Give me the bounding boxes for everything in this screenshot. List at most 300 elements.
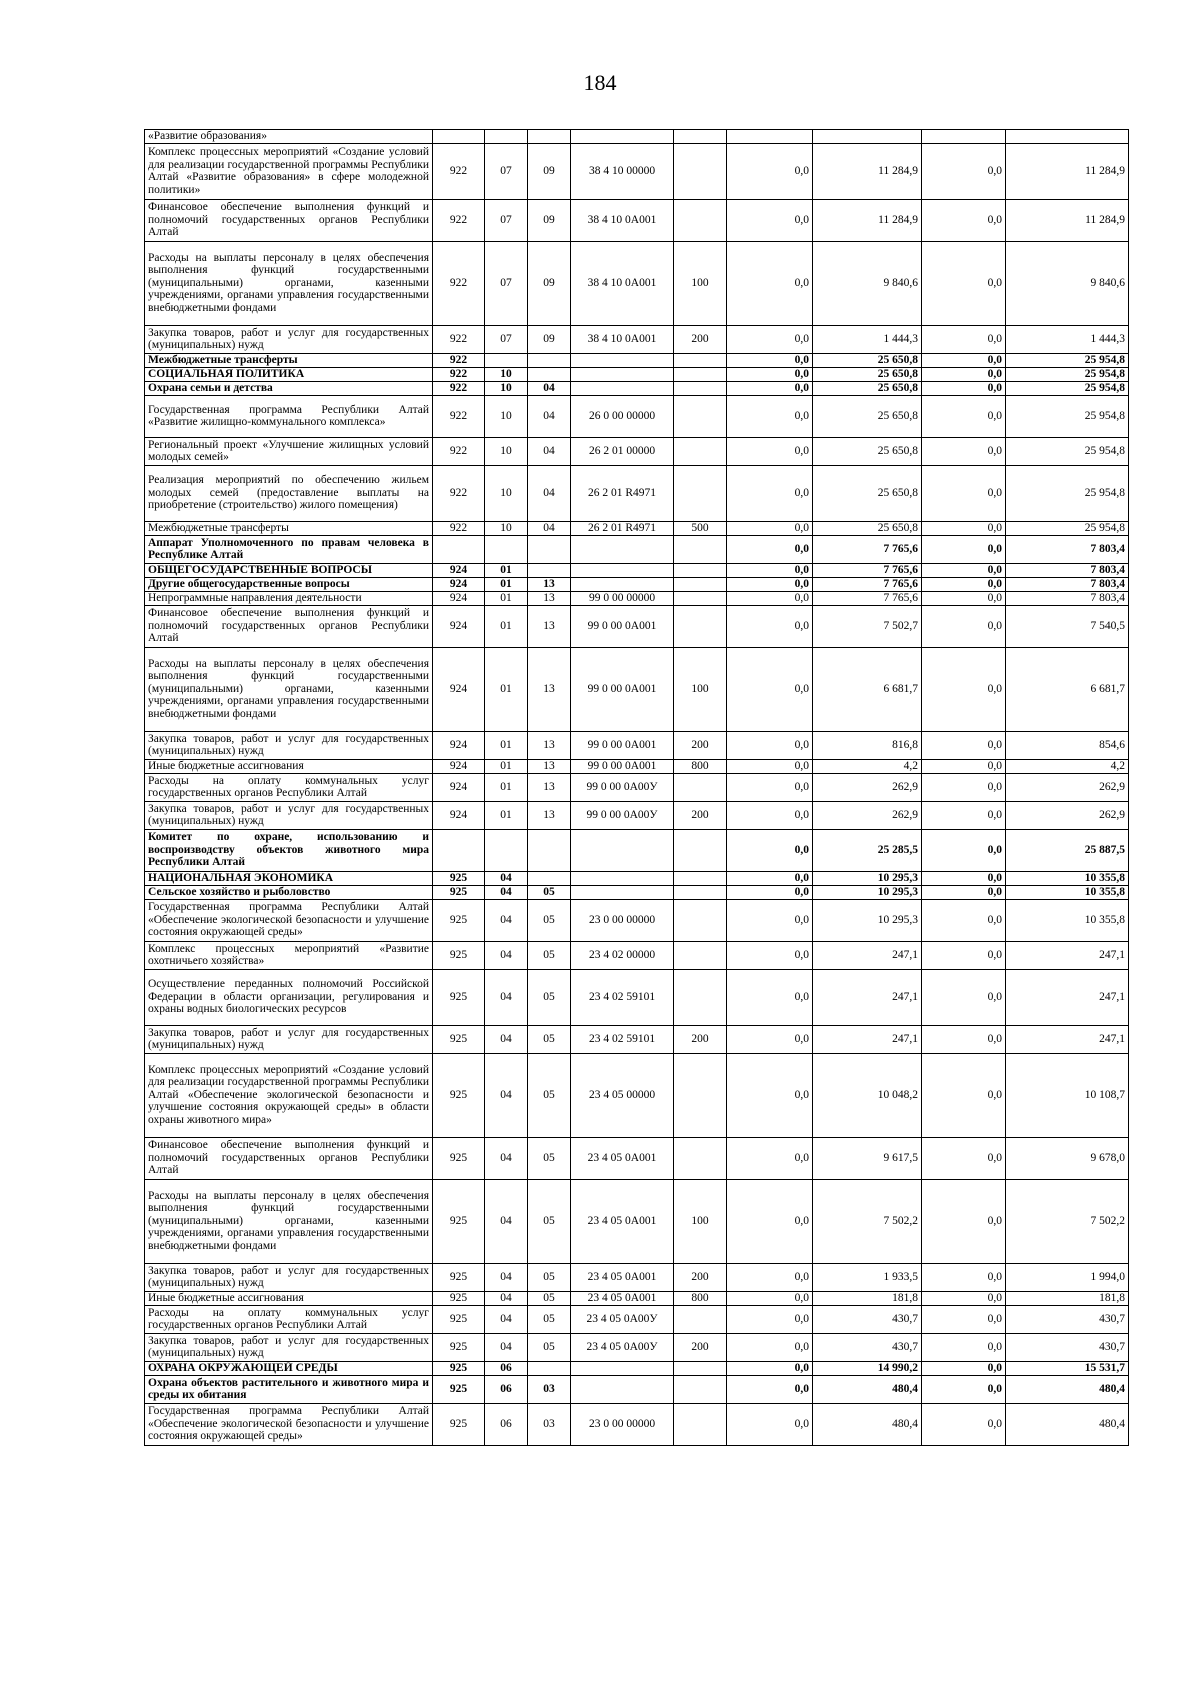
expense-type-cell (674, 591, 727, 605)
department-code-cell: 925 (433, 1179, 485, 1263)
expense-type-cell: 200 (674, 1333, 727, 1361)
target-article-cell: 38 4 10 00000 (571, 143, 674, 199)
expense-name-cell: Расходы на выплаты персоналу в целях обеспечения выполнения функций государственными (муниципальными) органами, казенными учреждениями, органами управления государственными внебюджетными фондами (145, 241, 433, 325)
amount-cell: 0,0 (922, 577, 1006, 591)
amount-cell: 7 502,2 (813, 1179, 922, 1263)
table-row (145, 563, 1129, 577)
amount-cell: 0,0 (727, 899, 813, 941)
section-cell: 04 (485, 1025, 528, 1053)
table-row (145, 1305, 1129, 1333)
amount-cell: 0,0 (727, 1263, 813, 1291)
department-code-cell: 925 (433, 885, 485, 899)
target-article-cell: 26 2 01 R4971 (571, 521, 674, 535)
amount-cell: 7 803,4 (1006, 563, 1129, 577)
expense-name-cell: Иные бюджетные ассигнования (145, 759, 433, 773)
amount-cell: 0,0 (922, 325, 1006, 353)
amount-cell: 0,0 (727, 1291, 813, 1305)
department-code-cell: 924 (433, 759, 485, 773)
amount-cell: 0,0 (922, 899, 1006, 941)
subsection-cell: 05 (528, 1305, 571, 1333)
amount-cell: 262,9 (813, 801, 922, 829)
department-code-cell: 925 (433, 1053, 485, 1137)
expense-name-cell: Непрограммные направления деятельности (145, 591, 433, 605)
subsection-cell: 04 (528, 395, 571, 437)
amount-cell: 0,0 (727, 577, 813, 591)
table-row (145, 1179, 1129, 1263)
section-cell: 06 (485, 1375, 528, 1403)
subsection-cell: 05 (528, 1025, 571, 1053)
expense-type-cell (674, 1137, 727, 1179)
department-code-cell: 922 (433, 143, 485, 199)
department-code-cell: 924 (433, 773, 485, 801)
amount-cell: 7 803,4 (1006, 535, 1129, 563)
amount-cell: 247,1 (1006, 1025, 1129, 1053)
amount-cell: 0,0 (727, 143, 813, 199)
section-cell: 01 (485, 801, 528, 829)
amount-cell: 1 994,0 (1006, 1263, 1129, 1291)
subsection-cell: 05 (528, 1333, 571, 1361)
expense-name-cell: СОЦИАЛЬНАЯ ПОЛИТИКА (145, 367, 433, 381)
subsection-cell (528, 871, 571, 885)
table-row (145, 773, 1129, 801)
amount-cell: 0,0 (727, 829, 813, 871)
expense-name-cell: Комитет по охране, использованию и воспроизводству объектов животного мира Республики Алтай (145, 829, 433, 871)
amount-cell: 0,0 (727, 1179, 813, 1263)
amount-cell: 0,0 (922, 241, 1006, 325)
amount-cell: 0,0 (922, 731, 1006, 759)
amount-cell: 0,0 (727, 871, 813, 885)
subsection-cell: 09 (528, 199, 571, 241)
table-row (145, 899, 1129, 941)
amount-cell: 0,0 (922, 1179, 1006, 1263)
target-article-cell (571, 353, 674, 367)
amount-cell: 25 954,8 (1006, 521, 1129, 535)
amount-cell: 25 650,8 (813, 395, 922, 437)
subsection-cell: 04 (528, 437, 571, 465)
amount-cell: 0,0 (727, 241, 813, 325)
amount-cell: 0,0 (727, 731, 813, 759)
expense-type-cell (674, 1053, 727, 1137)
target-article-cell (571, 563, 674, 577)
amount-cell: 9 840,6 (813, 241, 922, 325)
table-row (145, 1403, 1129, 1445)
amount-cell: 10 048,2 (813, 1053, 922, 1137)
department-code-cell (433, 130, 485, 144)
target-article-cell (571, 829, 674, 871)
department-code-cell: 925 (433, 1263, 485, 1291)
amount-cell: 4,2 (813, 759, 922, 773)
amount-cell: 0,0 (922, 437, 1006, 465)
amount-cell: 7 502,7 (813, 605, 922, 647)
section-cell: 01 (485, 605, 528, 647)
table-row (145, 801, 1129, 829)
amount-cell: 7 540,5 (1006, 605, 1129, 647)
amount-cell: 6 681,7 (813, 647, 922, 731)
expense-name-cell: НАЦИОНАЛЬНАЯ ЭКОНОМИКА (145, 871, 433, 885)
table-row (145, 367, 1129, 381)
target-article-cell: 23 4 05 0А00У (571, 1333, 674, 1361)
subsection-cell: 04 (528, 465, 571, 521)
expense-type-cell: 200 (674, 731, 727, 759)
amount-cell: 0,0 (922, 1333, 1006, 1361)
target-article-cell: 38 4 10 0А001 (571, 325, 674, 353)
subsection-cell (528, 353, 571, 367)
section-cell: 07 (485, 143, 528, 199)
amount-cell: 480,4 (1006, 1403, 1129, 1445)
amount-cell: 0,0 (727, 199, 813, 241)
subsection-cell: 05 (528, 941, 571, 969)
amount-cell: 25 887,5 (1006, 829, 1129, 871)
subsection-cell: 13 (528, 773, 571, 801)
amount-cell: 247,1 (813, 941, 922, 969)
amount-cell: 4,2 (1006, 759, 1129, 773)
table-row (145, 577, 1129, 591)
amount-cell: 0,0 (727, 353, 813, 367)
section-cell: 04 (485, 969, 528, 1025)
amount-cell: 10 295,3 (813, 885, 922, 899)
department-code-cell: 922 (433, 395, 485, 437)
department-code-cell: 925 (433, 1305, 485, 1333)
section-cell: 07 (485, 199, 528, 241)
table-row (145, 199, 1129, 241)
target-article-cell: 99 0 00 00000 (571, 591, 674, 605)
department-code-cell: 925 (433, 941, 485, 969)
amount-cell: 0,0 (922, 199, 1006, 241)
section-cell: 06 (485, 1361, 528, 1375)
expense-type-cell (674, 381, 727, 395)
expense-name-cell: Охрана объектов растительного и животного мира и среды их обитания (145, 1375, 433, 1403)
amount-cell: 0,0 (922, 1137, 1006, 1179)
amount-cell: 0,0 (922, 143, 1006, 199)
amount-cell: 25 650,8 (813, 367, 922, 381)
section-cell: 10 (485, 437, 528, 465)
subsection-cell: 09 (528, 143, 571, 199)
target-article-cell: 23 4 05 0А001 (571, 1263, 674, 1291)
table-row (145, 395, 1129, 437)
amount-cell: 0,0 (922, 1053, 1006, 1137)
section-cell: 04 (485, 1305, 528, 1333)
table-row (145, 381, 1129, 395)
amount-cell: 25 650,8 (813, 465, 922, 521)
section-cell: 04 (485, 1137, 528, 1179)
amount-cell: 430,7 (1006, 1333, 1129, 1361)
budget-table-body (145, 130, 1129, 1446)
amount-cell: 10 355,8 (1006, 871, 1129, 885)
budget-table (144, 129, 1129, 1446)
expense-name-cell: Другие общегосударственные вопросы (145, 577, 433, 591)
amount-cell: 1 444,3 (813, 325, 922, 353)
amount-cell: 10 355,8 (1006, 885, 1129, 899)
expense-name-cell: Межбюджетные трансферты (145, 353, 433, 367)
amount-cell: 0,0 (922, 535, 1006, 563)
expense-type-cell (674, 353, 727, 367)
section-cell (485, 535, 528, 563)
table-row (145, 941, 1129, 969)
amount-cell: 0,0 (922, 1403, 1006, 1445)
subsection-cell: 13 (528, 591, 571, 605)
target-article-cell: 99 0 00 0А00У (571, 773, 674, 801)
department-code-cell: 924 (433, 563, 485, 577)
section-cell: 01 (485, 731, 528, 759)
department-code-cell: 925 (433, 1403, 485, 1445)
table-row (145, 1263, 1129, 1291)
expense-type-cell (674, 829, 727, 871)
subsection-cell: 09 (528, 325, 571, 353)
section-cell (485, 353, 528, 367)
department-code-cell: 922 (433, 521, 485, 535)
amount-cell: 480,4 (1006, 1375, 1129, 1403)
amount-cell: 0,0 (922, 885, 1006, 899)
target-article-cell: 23 4 05 0А001 (571, 1179, 674, 1263)
amount-cell: 0,0 (922, 353, 1006, 367)
target-article-cell: 26 2 01 R4971 (571, 465, 674, 521)
section-cell (485, 829, 528, 871)
amount-cell: 0,0 (922, 801, 1006, 829)
amount-cell: 0,0 (727, 647, 813, 731)
expense-name-cell: Государственная программа Республики Алтай «Обеспечение экологической безопасности и улучшение состояния окружающей среды» (145, 899, 433, 941)
table-row (145, 1137, 1129, 1179)
department-code-cell: 925 (433, 871, 485, 885)
amount-cell: 0,0 (727, 381, 813, 395)
expense-name-cell: «Развитие образования» (145, 130, 433, 144)
subsection-cell (528, 535, 571, 563)
amount-cell: 7 765,6 (813, 577, 922, 591)
section-cell: 01 (485, 591, 528, 605)
amount-cell: 816,8 (813, 731, 922, 759)
target-article-cell: 23 4 05 00000 (571, 1053, 674, 1137)
expense-type-cell (674, 395, 727, 437)
department-code-cell: 922 (433, 325, 485, 353)
department-code-cell: 925 (433, 1361, 485, 1375)
amount-cell: 0,0 (922, 1305, 1006, 1333)
table-row (145, 1291, 1129, 1305)
amount-cell: 7 765,6 (813, 535, 922, 563)
target-article-cell (571, 381, 674, 395)
amount-cell: 11 284,9 (1006, 199, 1129, 241)
expense-name-cell: Комплекс процессных мероприятий «Создание условий для реализации государственной программы Республики Алтай «Развитие образования» в сфере молодежной политики» (145, 143, 433, 199)
amount-cell (1006, 130, 1129, 144)
department-code-cell: 922 (433, 367, 485, 381)
department-code-cell: 922 (433, 437, 485, 465)
expense-name-cell: Закупка товаров, работ и услуг для государственных (муниципальных) нужд (145, 1333, 433, 1361)
amount-cell: 262,9 (813, 773, 922, 801)
target-article-cell: 38 4 10 0А001 (571, 241, 674, 325)
amount-cell: 0,0 (922, 871, 1006, 885)
table-row (145, 759, 1129, 773)
expense-name-cell: Сельское хозяйство и рыболовство (145, 885, 433, 899)
expense-type-cell: 100 (674, 647, 727, 731)
section-cell: 04 (485, 885, 528, 899)
department-code-cell: 922 (433, 241, 485, 325)
target-article-cell (571, 885, 674, 899)
subsection-cell: 03 (528, 1375, 571, 1403)
subsection-cell: 05 (528, 1179, 571, 1263)
amount-cell: 0,0 (727, 759, 813, 773)
amount-cell: 7 765,6 (813, 591, 922, 605)
subsection-cell: 04 (528, 381, 571, 395)
expense-name-cell: Закупка товаров, работ и услуг для государственных (муниципальных) нужд (145, 731, 433, 759)
amount-cell (813, 130, 922, 144)
expense-name-cell: Закупка товаров, работ и услуг для государственных (муниципальных) нужд (145, 1263, 433, 1291)
amount-cell: 0,0 (922, 1375, 1006, 1403)
expense-name-cell: Расходы на выплаты персоналу в целях обеспечения выполнения функций государственными (муниципальными) органами, казенными учреждениями, органами управления государственными внебюджетными фондами (145, 1179, 433, 1263)
amount-cell: 15 531,7 (1006, 1361, 1129, 1375)
table-row (145, 465, 1129, 521)
amount-cell: 11 284,9 (813, 143, 922, 199)
amount-cell: 0,0 (727, 1403, 813, 1445)
target-article-cell: 26 2 01 00000 (571, 437, 674, 465)
amount-cell: 0,0 (727, 1305, 813, 1333)
amount-cell: 10 355,8 (1006, 899, 1129, 941)
subsection-cell: 13 (528, 731, 571, 759)
subsection-cell: 09 (528, 241, 571, 325)
amount-cell: 0,0 (922, 591, 1006, 605)
amount-cell: 0,0 (727, 535, 813, 563)
target-article-cell: 23 0 00 00000 (571, 899, 674, 941)
amount-cell: 0,0 (727, 1137, 813, 1179)
department-code-cell: 924 (433, 577, 485, 591)
amount-cell: 25 650,8 (813, 521, 922, 535)
amount-cell: 0,0 (727, 1053, 813, 1137)
amount-cell: 7 803,4 (1006, 577, 1129, 591)
amount-cell: 1 444,3 (1006, 325, 1129, 353)
amount-cell: 14 990,2 (813, 1361, 922, 1375)
department-code-cell: 924 (433, 801, 485, 829)
amount-cell: 0,0 (727, 773, 813, 801)
expense-type-cell: 100 (674, 1179, 727, 1263)
expense-name-cell: Расходы на оплату коммунальных услуг государственных органов Республики Алтай (145, 773, 433, 801)
amount-cell: 0,0 (922, 969, 1006, 1025)
table-row (145, 437, 1129, 465)
amount-cell: 430,7 (1006, 1305, 1129, 1333)
subsection-cell: 05 (528, 1137, 571, 1179)
subsection-cell: 13 (528, 605, 571, 647)
section-cell: 04 (485, 899, 528, 941)
section-cell: 04 (485, 1179, 528, 1263)
expense-name-cell: Комплекс процессных мероприятий «Создание условий для реализации государственной программы Республики Алтай «Обеспечение экологической безопасности и улучшение состояния окружающей среды» в области охраны животного мира» (145, 1053, 433, 1137)
amount-cell: 0,0 (922, 829, 1006, 871)
amount-cell: 0,0 (922, 1291, 1006, 1305)
section-cell: 04 (485, 1291, 528, 1305)
expense-type-cell: 200 (674, 801, 727, 829)
amount-cell: 247,1 (1006, 969, 1129, 1025)
amount-cell: 9 617,5 (813, 1137, 922, 1179)
expense-type-cell (674, 535, 727, 563)
expense-name-cell: Аппарат Уполномоченного по правам человека в Республике Алтай (145, 535, 433, 563)
subsection-cell: 13 (528, 801, 571, 829)
expense-type-cell: 100 (674, 241, 727, 325)
amount-cell: 0,0 (922, 605, 1006, 647)
expense-name-cell: Закупка товаров, работ и услуг для государственных (муниципальных) нужд (145, 801, 433, 829)
amount-cell: 247,1 (813, 1025, 922, 1053)
subsection-cell: 13 (528, 577, 571, 591)
target-article-cell: 38 4 10 0А001 (571, 199, 674, 241)
amount-cell: 0,0 (922, 367, 1006, 381)
target-article-cell (571, 1375, 674, 1403)
subsection-cell: 05 (528, 899, 571, 941)
amount-cell: 0,0 (922, 395, 1006, 437)
section-cell: 01 (485, 647, 528, 731)
target-article-cell (571, 871, 674, 885)
table-row (145, 829, 1129, 871)
department-code-cell: 924 (433, 731, 485, 759)
table-row (145, 647, 1129, 731)
expense-name-cell: Закупка товаров, работ и услуг для государственных (муниципальных) нужд (145, 1025, 433, 1053)
expense-type-cell (674, 969, 727, 1025)
table-row (145, 591, 1129, 605)
table-row (145, 241, 1129, 325)
subsection-cell: 05 (528, 1291, 571, 1305)
target-article-cell (571, 367, 674, 381)
section-cell: 04 (485, 1053, 528, 1137)
expense-type-cell (674, 1375, 727, 1403)
expense-name-cell: Закупка товаров, работ и услуг для государственных (муниципальных) нужд (145, 325, 433, 353)
table-row (145, 143, 1129, 199)
target-article-cell: 99 0 00 0А001 (571, 759, 674, 773)
amount-cell: 25 954,8 (1006, 437, 1129, 465)
section-cell: 04 (485, 871, 528, 885)
amount-cell: 262,9 (1006, 801, 1129, 829)
target-article-cell (571, 1361, 674, 1375)
expense-type-cell: 500 (674, 521, 727, 535)
table-row (145, 731, 1129, 759)
amount-cell: 0,0 (922, 465, 1006, 521)
expense-name-cell: Межбюджетные трансферты (145, 521, 433, 535)
amount-cell: 0,0 (727, 969, 813, 1025)
department-code-cell: 922 (433, 353, 485, 367)
table-row (145, 535, 1129, 563)
subsection-cell (528, 1361, 571, 1375)
department-code-cell: 925 (433, 1333, 485, 1361)
expense-type-cell: 800 (674, 1291, 727, 1305)
amount-cell: 0,0 (727, 1025, 813, 1053)
expense-type-cell (674, 577, 727, 591)
target-article-cell (571, 535, 674, 563)
department-code-cell: 925 (433, 1137, 485, 1179)
expense-name-cell: Финансовое обеспечение выполнения функций и полномочий государственных органов Республики Алтай (145, 199, 433, 241)
expense-type-cell (674, 899, 727, 941)
target-article-cell: 99 0 00 0А00У (571, 801, 674, 829)
expense-type-cell (674, 465, 727, 521)
amount-cell: 0,0 (727, 395, 813, 437)
amount-cell: 0,0 (922, 647, 1006, 731)
table-row (145, 1053, 1129, 1137)
table-row (145, 353, 1129, 367)
amount-cell: 262,9 (1006, 773, 1129, 801)
subsection-cell: 03 (528, 1403, 571, 1445)
amount-cell: 0,0 (727, 325, 813, 353)
amount-cell: 247,1 (1006, 941, 1129, 969)
amount-cell: 6 681,7 (1006, 647, 1129, 731)
section-cell: 10 (485, 465, 528, 521)
amount-cell: 0,0 (727, 605, 813, 647)
expense-name-cell: Иные бюджетные ассигнования (145, 1291, 433, 1305)
expense-name-cell: Региональный проект «Улучшение жилищных условий молодых семей» (145, 437, 433, 465)
amount-cell: 0,0 (922, 941, 1006, 969)
section-cell: 04 (485, 1263, 528, 1291)
target-article-cell: 99 0 00 0А001 (571, 605, 674, 647)
table-row (145, 130, 1129, 144)
target-article-cell: 26 0 00 00000 (571, 395, 674, 437)
amount-cell: 0,0 (727, 367, 813, 381)
amount-cell: 0,0 (922, 521, 1006, 535)
amount-cell: 181,8 (1006, 1291, 1129, 1305)
target-article-cell: 23 4 05 0А001 (571, 1137, 674, 1179)
department-code-cell (433, 829, 485, 871)
amount-cell: 0,0 (922, 759, 1006, 773)
subsection-cell: 05 (528, 969, 571, 1025)
amount-cell: 0,0 (727, 563, 813, 577)
